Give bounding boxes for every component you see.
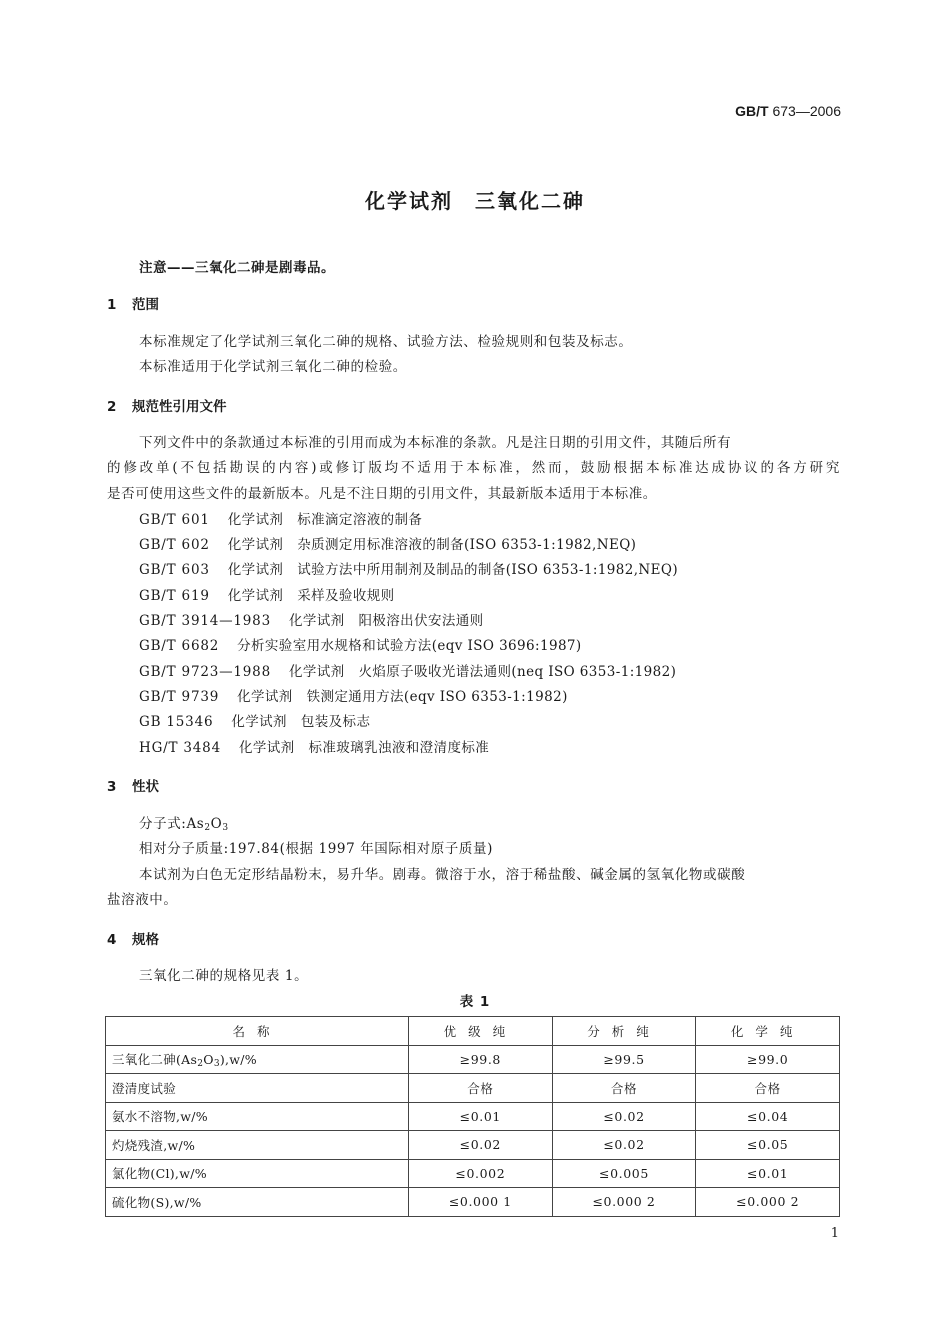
reference-title: 分析实验室用水规格和试验方法(eqv ISO 3696:1987) [237, 638, 582, 654]
reference-code: GB/T 619 [139, 588, 210, 604]
row-name: 硫化物(S),w/% [106, 1188, 409, 1217]
grade-value: ≤0.000 2 [552, 1188, 696, 1217]
column-header: 名称 [106, 1017, 409, 1046]
reference-code: GB/T 3914—1983 [139, 613, 271, 629]
reference-code: HG/T 3484 [139, 740, 221, 756]
molecular-formula [139, 812, 229, 833]
reference-title: 化学试剂 标准玻璃乳浊液和澄清度标准 [238, 740, 490, 756]
row-name-part: ),w/% [219, 1051, 257, 1067]
row-name: 氯化物(Cl),w/% [106, 1159, 409, 1188]
page-number: 1 [830, 1226, 839, 1241]
reference-item [139, 660, 676, 680]
reference-code: GB/T 601 [139, 512, 210, 528]
section-number: 3 [107, 779, 117, 795]
row-name-part: O [203, 1051, 214, 1067]
section-number: 4 [107, 932, 117, 948]
reference-item [139, 533, 636, 553]
property-description-line-2: 盐溶液中。 [107, 892, 178, 908]
table-row [106, 1074, 840, 1103]
section-2-heading [107, 395, 227, 415]
grade-value: ≤0.02 [552, 1131, 696, 1160]
section-title: 规格 [132, 932, 159, 948]
molecular-mass: 相对分子质量:197.84(根据 1997 年国际相对原子质量) [139, 841, 493, 857]
specification-intro: 三氧化二砷的规格见表 1。 [139, 968, 309, 984]
reference-item [139, 634, 582, 654]
reference-code: GB/T 9723—1988 [139, 664, 271, 680]
reference-code: GB/T 602 [139, 537, 210, 553]
references-intro-line-3: 是否可使用这些文件的最新版本。凡是不注日期的引用文件，其最新版本适用于本标准。 [107, 486, 657, 502]
section-4-heading [107, 928, 159, 948]
reference-title: 化学试剂 标准滴定溶液的制备 [227, 512, 423, 528]
reference-title: 化学试剂 试验方法中所用制剂及制品的制备(ISO 6353-1:1982,NEQ) [227, 562, 679, 578]
reference-item [139, 736, 489, 756]
reference-title: 化学试剂 阳极溶出伏安法通则 [288, 613, 484, 629]
row-name: 灼烧残渣,w/% [106, 1131, 409, 1160]
table-row [106, 1045, 840, 1074]
column-header: 分析纯 [552, 1017, 696, 1046]
row-name [106, 1045, 409, 1074]
reference-title: 化学试剂 铁测定通用方法(eqv ISO 6353-1:1982) [237, 689, 568, 705]
section-3-heading [107, 775, 159, 795]
scope-paragraph-2: 本标准适用于化学试剂三氧化二砷的检验。 [139, 359, 407, 375]
row-name-part: 三氧化二砷(As [112, 1051, 198, 1067]
reference-code: GB/T 603 [139, 562, 210, 578]
reference-item [139, 685, 568, 705]
table-header-row [106, 1017, 840, 1046]
grade-value: ≤0.000 1 [409, 1188, 553, 1217]
poison-notice: 注意——三氧化二砷是剧毒品。 [139, 260, 335, 276]
grade-value: 合格 [696, 1074, 840, 1103]
section-title: 范围 [132, 297, 159, 313]
grade-value: ≥99.8 [409, 1045, 553, 1074]
formula-label: 分子式: [139, 816, 187, 832]
grade-value: ≤0.000 2 [696, 1188, 840, 1217]
references-intro-line-1: 下列文件中的条款通过本标准的引用而成为本标准的条款。凡是注日期的引用文件，其随后所有 [139, 435, 732, 451]
references-intro-line-2: 的修改单(不包括勘误的内容)或修订版均不适用于本标准，然而，鼓励根据本标准达成协议的各方研究 [107, 460, 840, 476]
standard-code-number: 673—2006 [768, 103, 841, 119]
specification-table [105, 1016, 840, 1217]
grade-value: ≤0.005 [552, 1159, 696, 1188]
reference-title: 化学试剂 包装及标志 [231, 714, 371, 730]
section-number: 2 [107, 399, 117, 415]
property-description-line-1: 本试剂为白色无定形结晶粉末，易升华。剧毒。微溶于水，溶于稀盐酸、碱金属的氢氧化物或碳酸 [139, 867, 746, 883]
grade-value: ≤0.02 [552, 1102, 696, 1131]
section-title: 规范性引用文件 [132, 399, 227, 415]
reference-item [139, 609, 484, 629]
grade-value: 合格 [552, 1074, 696, 1103]
reference-item [139, 508, 422, 528]
grade-value: ≤0.04 [696, 1102, 840, 1131]
reference-title: 化学试剂 采样及验收规则 [227, 588, 395, 604]
reference-title: 化学试剂 火焰原子吸收光谱法通则(neq ISO 6353-1:1982) [288, 664, 677, 680]
reference-code: GB 15346 [139, 714, 214, 730]
grade-value: ≤0.01 [409, 1102, 553, 1131]
grade-value: ≥99.5 [552, 1045, 696, 1074]
grade-value: ≤0.02 [409, 1131, 553, 1160]
section-1-heading [107, 293, 159, 313]
scope-paragraph-1: 本标准规定了化学试剂三氧化二砷的规格、试验方法、检验规则和包装及标志。 [139, 334, 633, 350]
standard-code [735, 103, 841, 119]
table-row [106, 1102, 840, 1131]
table-title: 表 1 [459, 994, 491, 1010]
row-name-subscript: 2 [197, 1058, 204, 1069]
column-header: 优级纯 [409, 1017, 553, 1046]
reference-item [139, 558, 678, 578]
row-name: 澄清度试验 [106, 1074, 409, 1103]
row-name: 氨水不溶物,w/% [106, 1102, 409, 1131]
reference-code: GB/T 9739 [139, 689, 220, 705]
document-title: 化学试剂 三氧化二砷 [365, 189, 585, 213]
reference-title: 化学试剂 杂质测定用标准溶液的制备(ISO 6353-1:1982,NEQ) [227, 537, 637, 553]
table-row [106, 1159, 840, 1188]
table-row [106, 1188, 840, 1217]
formula-subscript: 3 [222, 823, 229, 833]
grade-value: 合格 [409, 1074, 553, 1103]
reference-item [139, 710, 370, 730]
standard-code-prefix: GB/T [735, 103, 769, 119]
grade-value: ≥99.0 [696, 1045, 840, 1074]
column-header: 化学纯 [696, 1017, 840, 1046]
section-title: 性状 [132, 779, 159, 795]
reference-code: GB/T 6682 [139, 638, 220, 654]
grade-value: ≤0.05 [696, 1131, 840, 1160]
formula-element: As [186, 816, 205, 832]
section-number: 1 [107, 297, 117, 313]
grade-value: ≤0.01 [696, 1159, 840, 1188]
grade-value: ≤0.002 [409, 1159, 553, 1188]
formula-element: O [210, 816, 223, 832]
reference-item [139, 584, 395, 604]
table-row [106, 1131, 840, 1160]
formula-subscript: 2 [204, 823, 211, 833]
row-name-subscript: 3 [213, 1058, 220, 1069]
